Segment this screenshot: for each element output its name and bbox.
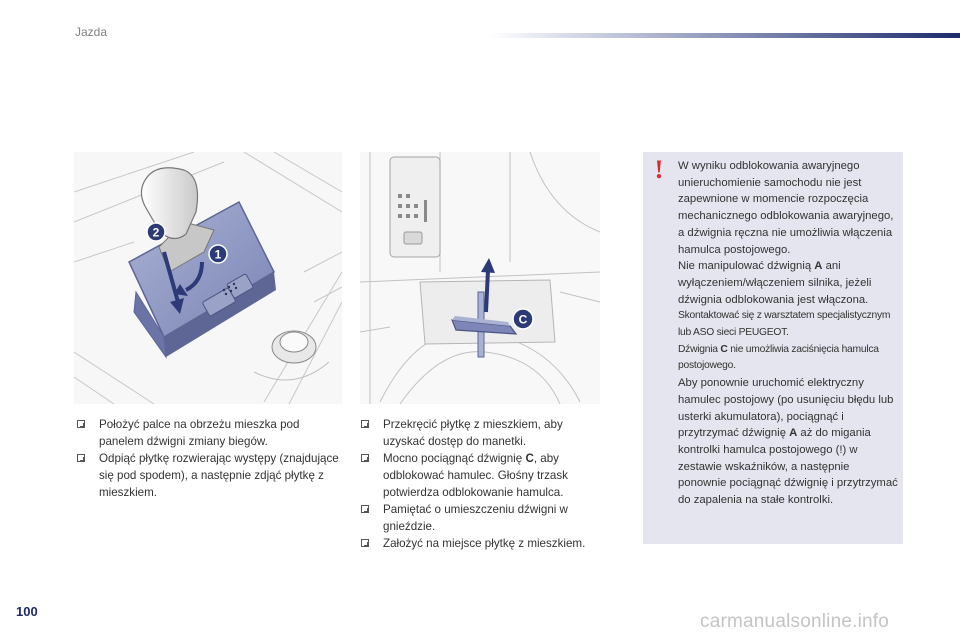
- list-item: Mocno pociągnąć dźwignię C, aby odblokować hamulec. Głośny trzask potwierdza odblokowanie hamulca.: [361, 450, 606, 501]
- list-item: Założyć na miejsce płytkę z mieszkiem.: [361, 535, 606, 552]
- checkbox-bullet-icon: [361, 539, 369, 547]
- page-number: 100: [16, 604, 38, 619]
- release-lever-illustration: [360, 152, 600, 404]
- warning-paragraph: Aby ponownie uruchomić elektryczny hamulec postojowy (po usunięciu błędu lub usterki akumulatora), pociągnąć i przytrzymać dźwignię A aż do migania kontrolki hamulca postojowego (!) w zestawie wskaźników, a następnie ponownie pociągnąć dźwignię i przytrzymać do zapalenia na stałe kontrolki.: [678, 377, 898, 507]
- svg-text:1: 1: [214, 247, 222, 262]
- checkbox-bullet-icon: [77, 454, 85, 462]
- callout-2: [147, 223, 165, 241]
- warning-text: [678, 158, 900, 509]
- checkbox-bullet-icon: [77, 420, 85, 428]
- checkbox-bullet-icon: [361, 454, 369, 462]
- warning-paragraph: W wyniku odblokowania awaryjnego unieruchomienie samochodu nie jest zapewnione w momencie rozpoczęcia mechanicznego odblokowania awaryjnego, a dźwignia ręczna nie umożliwia włączenia hamulca postojowego.: [678, 160, 894, 256]
- svg-text:2: 2: [152, 225, 160, 240]
- left-instruction-list: [77, 416, 342, 501]
- warning-paragraph: Dźwignia C nie umożliwia zaciśnięcia hamulca postojowego.: [678, 343, 879, 372]
- warning-paragraph: Skontaktować się z warsztatem specjalistycznym lub ASO sieci PEUGEOT.: [678, 310, 891, 339]
- callout-c: [513, 309, 533, 329]
- checkbox-bullet-icon: [361, 420, 369, 428]
- gear-lever-illustration: [74, 152, 342, 404]
- svg-text:C: C: [518, 312, 528, 327]
- list-item: Odpiąć płytkę rozwierając występy (znajdujące się pod spodem), a następnie zdjąć płytkę z mieszkiem.: [77, 450, 342, 501]
- release-lever-drawing: [360, 152, 600, 404]
- middle-instruction-list: [361, 416, 606, 552]
- warning-note-box: [643, 152, 903, 544]
- section-title: Jazda: [75, 25, 108, 39]
- list-item: Pamiętać o umieszczeniu dźwigni w gnieździe.: [361, 501, 606, 535]
- warning-paragraph: Nie manipulować dźwignią A ani wyłączeniem/włączeniem silnika, jeżeli dźwignia odblokowania jest włączona.: [678, 260, 872, 306]
- checkbox-bullet-icon: [361, 505, 369, 513]
- watermark: carmanualsonline.info: [700, 611, 890, 632]
- list-item: Położyć palce na obrzeżu mieszka pod panelem dźwigni zmiany biegów.: [77, 416, 342, 450]
- callout-1: [209, 245, 227, 263]
- list-item: Przekręcić płytkę z mieszkiem, aby uzyskać dostęp do manetki.: [361, 416, 606, 450]
- gear-lever-drawing: [74, 152, 342, 404]
- header-gradient-bar: [490, 33, 960, 38]
- exclamation-warning-icon: !: [654, 155, 664, 184]
